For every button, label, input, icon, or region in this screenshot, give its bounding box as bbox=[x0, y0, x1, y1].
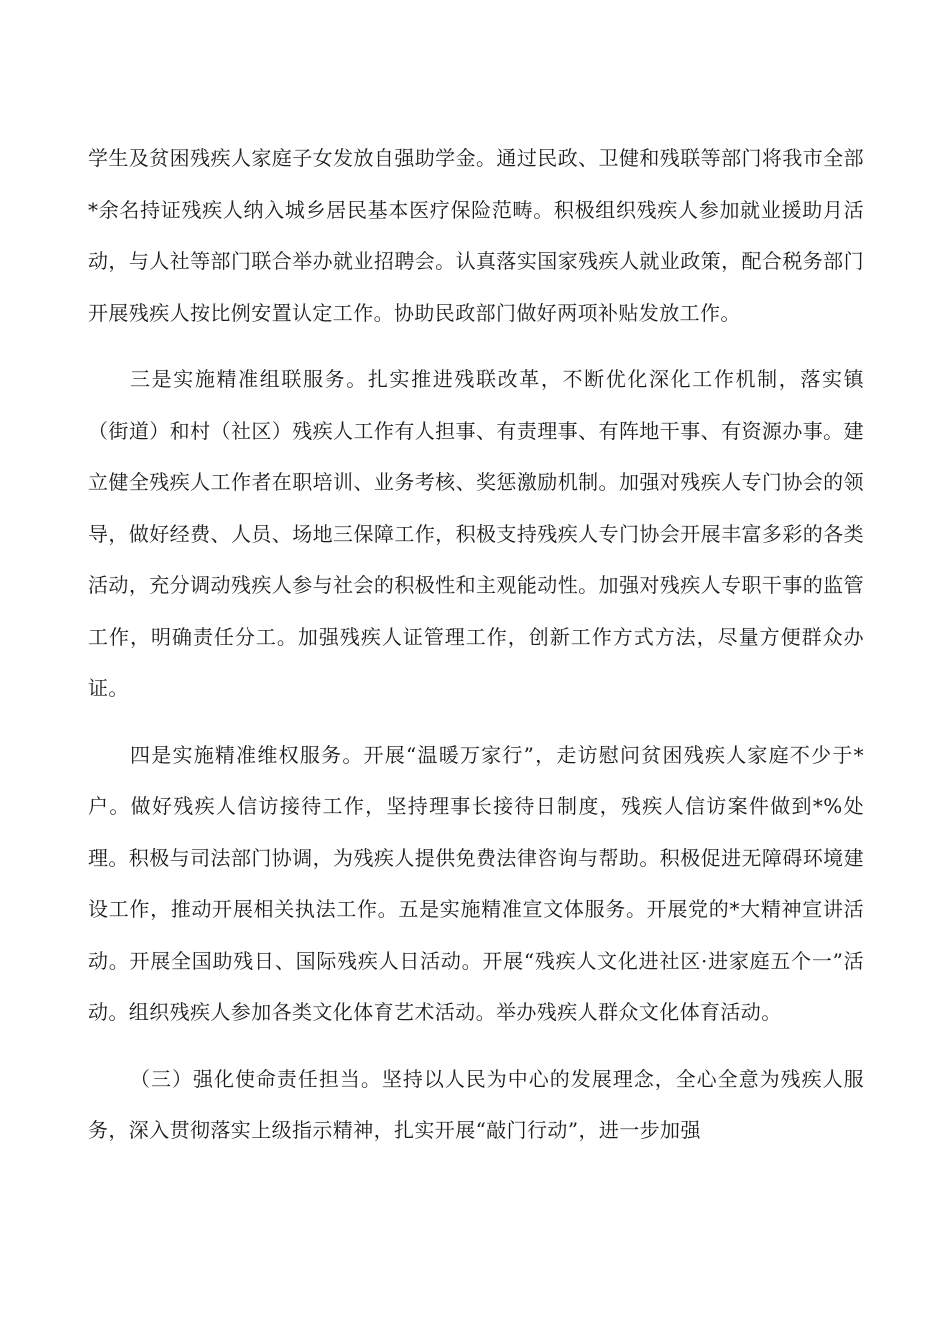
paragraph-rights-service: 四是实施精准维权服务。开展“温暖万家行”，走访慰问贫困残疾人家庭不少于*户。做好残疾人信访接待工作，坚持理事长接待日制度，残疾人信访案件做到*%处理。积极与司法部门协调，为残疾人提供免费法律咨询与帮助。积极促进无障碍环境建设工作，推动开展相关执法工作。五是实施精准宣文体服务。开展党的*大精神宣讲活动。开展全国助残日、国际残疾人日活动。开展“残疾人文化进社区·进家庭五个一”活动。组织残疾人参加各类文化体育艺术活动。举办残疾人群众文化体育活动。 bbox=[88, 742, 864, 1024]
paragraph-continuation: 学生及贫困残疾人家庭子女发放自强助学金。通过民政、卫健和残联等部门将我市全部*余名持证残疾人纳入城乡居民基本医疗保险范畴。积极组织残疾人参加就业援助月活动，与人社等部门联合举办就业招聘会。认真落实国家残疾人就业政策，配合税务部门开展残疾人按比例安置认定工作。协助民政部门做好两项补贴发放工作。 bbox=[88, 146, 864, 325]
paragraph-organization-service: 三是实施精准组联服务。扎实推进残联改革，不断优化深化工作机制，落实镇（街道）和村（社区）残疾人工作有人担事、有责理事、有阵地干事、有资源办事。建立健全残疾人工作者在职培训、业务考核、奖惩激励机制。加强对残疾人专门协会的领导，做好经费、人员、场地三保障工作，积极支持残疾人专门协会开展丰富多彩的各类活动，充分调动残疾人参与社会的积极性和主观能动性。加强对残疾人专职干事的监管工作，明确责任分工。加强残疾人证管理工作，创新工作方式方法，尽量方便群众办证。 bbox=[88, 367, 864, 700]
document-body bbox=[88, 133, 864, 1157]
paragraph-responsibility: （三）强化使命责任担当。坚持以人民为中心的发展理念，全心全意为残疾人服务，深入贯彻落实上级指示精神，扎实开展“敲门行动”，进一步加强 bbox=[88, 1066, 864, 1142]
